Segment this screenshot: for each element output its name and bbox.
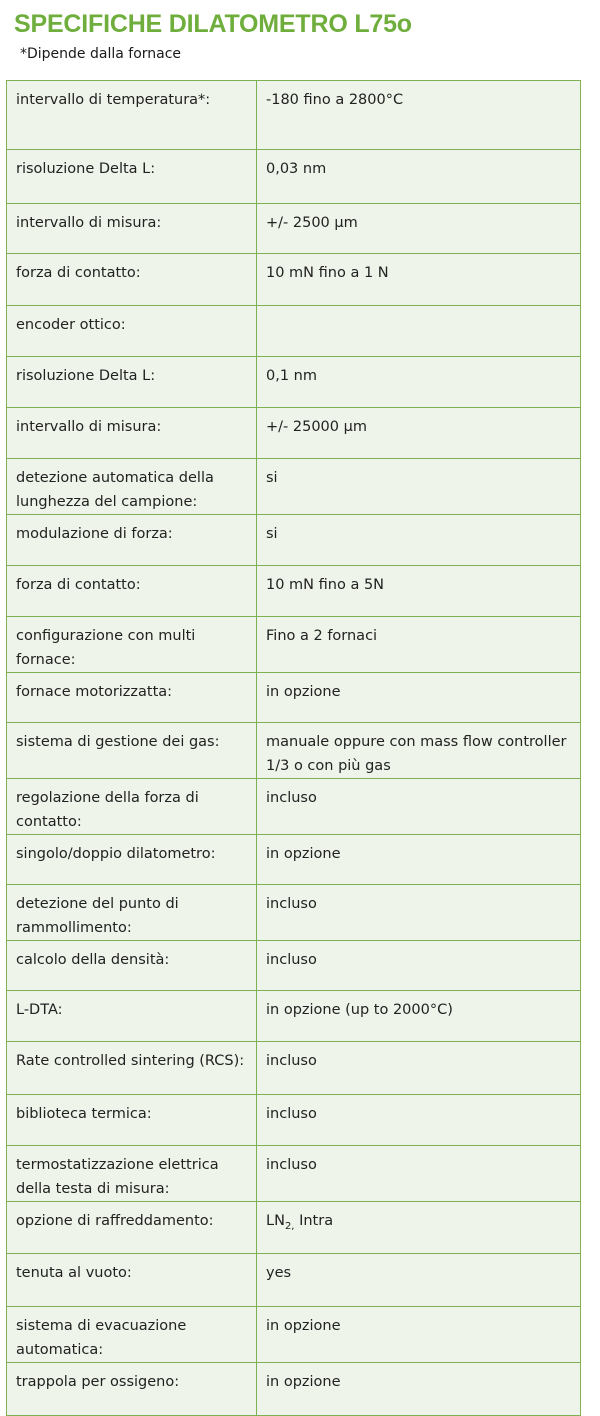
row-value: incluso [257,1042,581,1095]
row-value: si [257,515,581,566]
value-subscript: 2, [284,1220,295,1232]
table-row [7,1307,581,1363]
row-label: L-DTA: [7,991,257,1042]
row-label: detezione del punto di rammollimento: [7,885,257,941]
row-label: detezione automatica della lunghezza del campione: [7,459,257,515]
row-label: forza di contatto: [7,566,257,617]
row-label: risoluzione Delta L: [7,150,257,204]
row-label: opzione di raffreddamento: [7,1202,257,1254]
page-title: SPECIFICHE DILATOMETRO L75o [14,10,412,38]
row-label: calcolo della densità: [7,941,257,991]
row-value: 10 mN fino a 5N [257,566,581,617]
row-label: intervallo di misura: [7,204,257,254]
row-label: regolazione della forza di contatto: [7,779,257,835]
page-footnote: *Dipende dalla fornace [20,46,182,62]
row-label: forza di contatto: [7,254,257,306]
row-value: in opzione [257,1363,581,1416]
row-value: in opzione [257,835,581,885]
row-value: +/- 25000 µm [257,408,581,459]
value-prefix: LN [266,1213,285,1229]
table-row [7,357,581,408]
row-value: -180 fino a 2800°C [257,81,581,150]
row-value: manuale oppure con mass flow controller 1/3 o con più gas [257,723,581,779]
table-row [7,81,581,150]
spec-table [6,80,581,1416]
table-row [7,150,581,204]
table-row [7,1042,581,1095]
table-row [7,204,581,254]
row-value [257,306,581,357]
table-row [7,991,581,1042]
table-row [7,1095,581,1146]
row-label: sistema di gestione dei gas: [7,723,257,779]
table-row [7,885,581,941]
table-row [7,459,581,515]
table-row [7,306,581,357]
table-row [7,835,581,885]
row-value: in opzione [257,673,581,723]
row-value: yes [257,1254,581,1307]
row-label: trappola per ossigeno: [7,1363,257,1416]
row-value: incluso [257,1095,581,1146]
row-label: encoder ottico: [7,306,257,357]
row-value [257,1202,581,1254]
row-value: +/- 2500 µm [257,204,581,254]
row-label: sistema di evacuazione automatica: [7,1307,257,1363]
table-row [7,723,581,779]
table-row [7,1254,581,1307]
table-row [7,1146,581,1202]
value-suffix: Intra [294,1213,334,1229]
table-row [7,617,581,673]
row-value: incluso [257,941,581,991]
row-label: termostatizzazione elettrica della testa di misura: [7,1146,257,1202]
row-value: Fino a 2 fornaci [257,617,581,673]
table-row [7,941,581,991]
row-label: fornace motorizzatta: [7,673,257,723]
row-label: configurazione con multi fornace: [7,617,257,673]
table-row [7,515,581,566]
row-value: incluso [257,779,581,835]
table-row [7,673,581,723]
row-value: 10 mN fino a 1 N [257,254,581,306]
table-row [7,254,581,306]
row-value: 0,1 nm [257,357,581,408]
row-value: incluso [257,885,581,941]
row-value: incluso [257,1146,581,1202]
row-label: biblioteca termica: [7,1095,257,1146]
row-value: 0,03 nm [257,150,581,204]
table-row [7,779,581,835]
row-label: singolo/doppio dilatometro: [7,835,257,885]
row-label: Rate controlled sintering (RCS): [7,1042,257,1095]
row-value: in opzione (up to 2000°C) [257,991,581,1042]
table-row [7,566,581,617]
row-value: si [257,459,581,515]
table-row [7,408,581,459]
row-label: risoluzione Delta L: [7,357,257,408]
table-row [7,1202,581,1254]
row-value: in opzione [257,1307,581,1363]
row-label: intervallo di temperatura*: [7,81,257,150]
row-label: intervallo di misura: [7,408,257,459]
table-row [7,1363,581,1416]
row-label: modulazione di forza: [7,515,257,566]
row-label: tenuta al vuoto: [7,1254,257,1307]
